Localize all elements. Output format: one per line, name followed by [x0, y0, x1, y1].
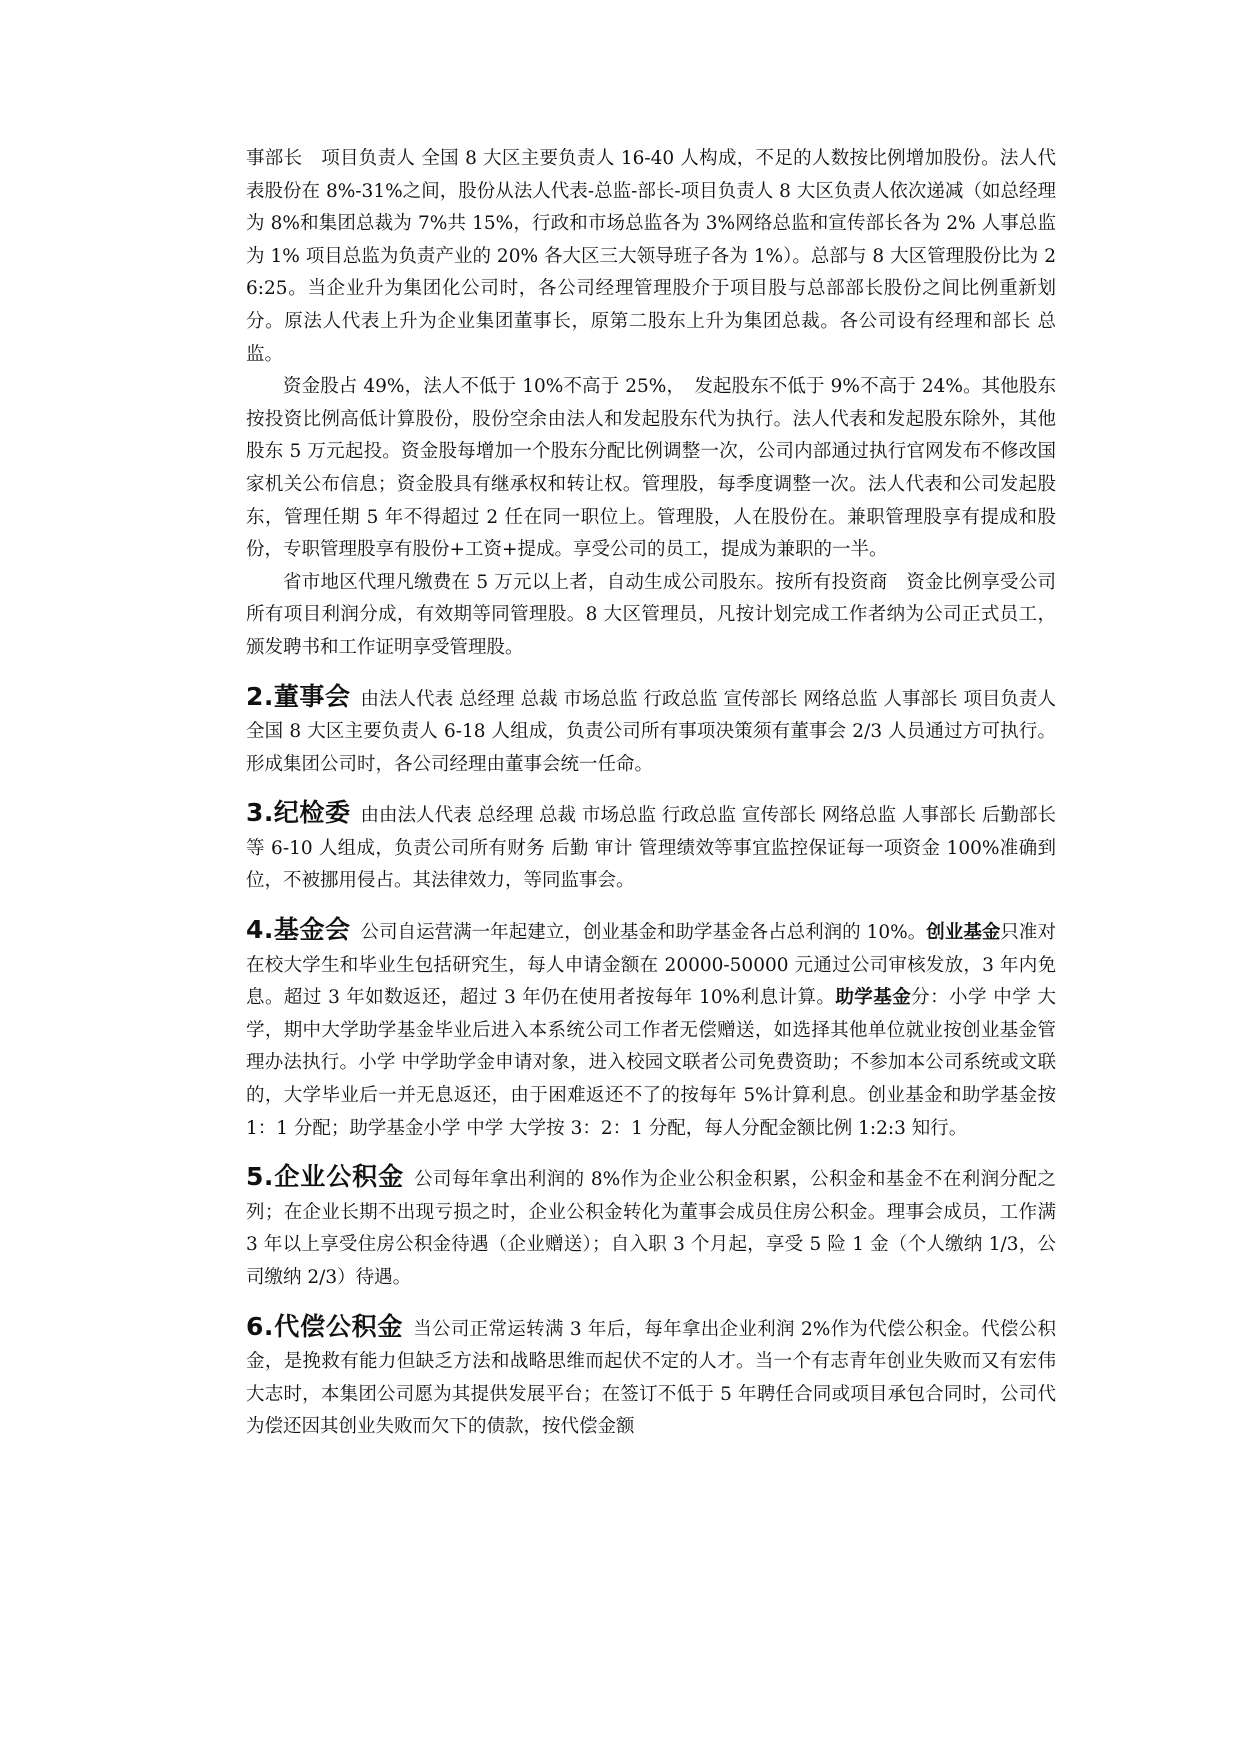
section-discipline [246, 797, 1056, 898]
section-fund [246, 914, 1056, 1145]
agents-paragraph: 省市地区代理凡缴费在 5 万元以上者，自动生成公司股东。按所有投资商 资金比例享受公司所有项目利润分成，有效期等同管理股。8 大区管理员，凡按计划完成工作者纳为公司正式员工，颁发聘书和工作证明享受管理股。 [246, 571, 1056, 658]
section-body-discipline: 由由法人代表 总经理 总裁 市场总监 行政总监 宣传部长 网络总监 人事部长 后勤部长等 6-10 人组成，负责公司所有财务 后勤 审计 管理绩效等事宜监控保证每一项资金 100%准确到位，不被挪用侵占。其法律效力，等同监事会。 [246, 805, 1056, 892]
document-page [246, 143, 1056, 1444]
term-education-fund: 助学基金 [835, 987, 912, 1009]
section-board [246, 681, 1056, 782]
section-heading-provident: 5.企业公积金 [246, 1162, 405, 1192]
section-body-provident: 公司每年拿出利润的 8%作为企业公积金积累，公积金和基金不在利润分配之列；在企业长期不出现亏损之时，企业公积金转化为董事会成员住房公积金。理事会成员，工作满 3 年以上享受住房公积金待遇（企业赠送）；自入职 3 个月起，享受 5 险 1 金（个人缴纳 1/3，公司缴纳 2/3）待遇。 [246, 1169, 1056, 1288]
section-compensation [246, 1311, 1056, 1444]
section-body-fund-part3: 分：小学 中学 大学，期中大学助学基金毕业后进入本系统公司工作者无偿赠送，如选择其他单位就业按创业基金管理办法执行。小学 中学助学金申请对象，进入校园文联者公司免费资助；不参加本公司系统或文联的，大学毕业后一并无息返还，由于困难返还不了的按每年 5%计算利息。创业基金和助学基金按 1：1 分配；助学基金小学 中学 大学按 3：2：1 分配，每人分配金额比例 1:2:3 知行。 [246, 987, 1056, 1139]
section-heading-compensation: 6.代偿公积金 [246, 1311, 404, 1341]
section-body-compensation: 当公司正常运转满 3 年后，每年拿出企业利润 2%作为代偿公积金。代偿公积金，是挽救有能力但缺乏方法和战略思维而起伏不定的人才。当一个有志青年创业失败而又有宏伟大志时，本集团公司愿为其提供发展平台；在签订不低于 5 年聘任合同或项目承包合同时，公司代为偿还因其创业失败而欠下的债款，按代偿金额 [246, 1318, 1056, 1438]
section-heading-fund: 4.基金会 [246, 915, 351, 945]
section-body-fund-part2: 只准对在校大学生和毕业生包括研究生，每人申请金额在 20000-50000 元通过公司审核发放，3 年内免息。超过 3 年如数返还，超过 3 年仍在使用者按每年 10%利息计算。 [246, 922, 1056, 1009]
term-startup-fund: 创业基金 [926, 922, 1001, 944]
section-body-fund-part1: 公司自运营满一年起建立，创业基金和助学基金各占总利润的 10%。 [360, 922, 927, 944]
section-heading-board: 2.董事会 [246, 681, 351, 711]
intro-paragraph: 事部长 项目负责人 全国 8 大区主要负责人 16-40 人构成，不足的人数按比例增加股份。法人代表股份在 8%-31%之间，股份从法人代表-总监-部长-项目负责人 8 大区负责人依次递减（如总经理为 8%和集团总裁为 7%共 15%，行政和市场总监各为 3%网络总监和宣传部长各为 2% 人事总监为 1% 项目总监为负责产业的 20% 各大区三大领导班子各为 1%）。总部与 8 大区管理股份比为 26:25。当企业升为集团化公司时，各公司经理管理股介于项目股与总部部长股份之间比例重新划分。原法人代表上升为企业集团董事长，原第二股东上升为集团总裁。各公司设有经理和部长 总监。 [246, 148, 1056, 365]
section-body-board: 由法人代表 总经理 总裁 市场总监 行政总监 宣传部长 网络总监 人事部长 项目负责人 全国 8 大区主要负责人 6-18 人组成，负责公司所有事项决策须有董事会 2/3 人员通过方可执行。形成集团公司时，各公司经理由董事会统一任命。 [246, 688, 1056, 775]
section-heading-discipline: 3.纪检委 [246, 798, 351, 828]
capital-share-paragraph: 资金股占 49%，法人不低于 10%不高于 25%， 发起股东不低于 9%不高于 24%。其他股东按投资比例高低计算股份，股份空余由法人和发起股东代为执行。法人代表和发起股东除外，其他股东 5 万元起投。资金股每增加一个股东分配比例调整一次，公司内部通过执行官网发布不修改国家机关公布信息；资金股具有继承权和转让权。管理股，每季度调整一次。法人代表和公司发起股东，管理任期 5 年不得超过 2 任在同一职位上。管理股，人在股份在。兼职管理股享有提成和股份，专职管理股享有股份+工资+提成。享受公司的员工，提成为兼职的一半。 [246, 376, 1056, 561]
section-provident [246, 1161, 1056, 1294]
